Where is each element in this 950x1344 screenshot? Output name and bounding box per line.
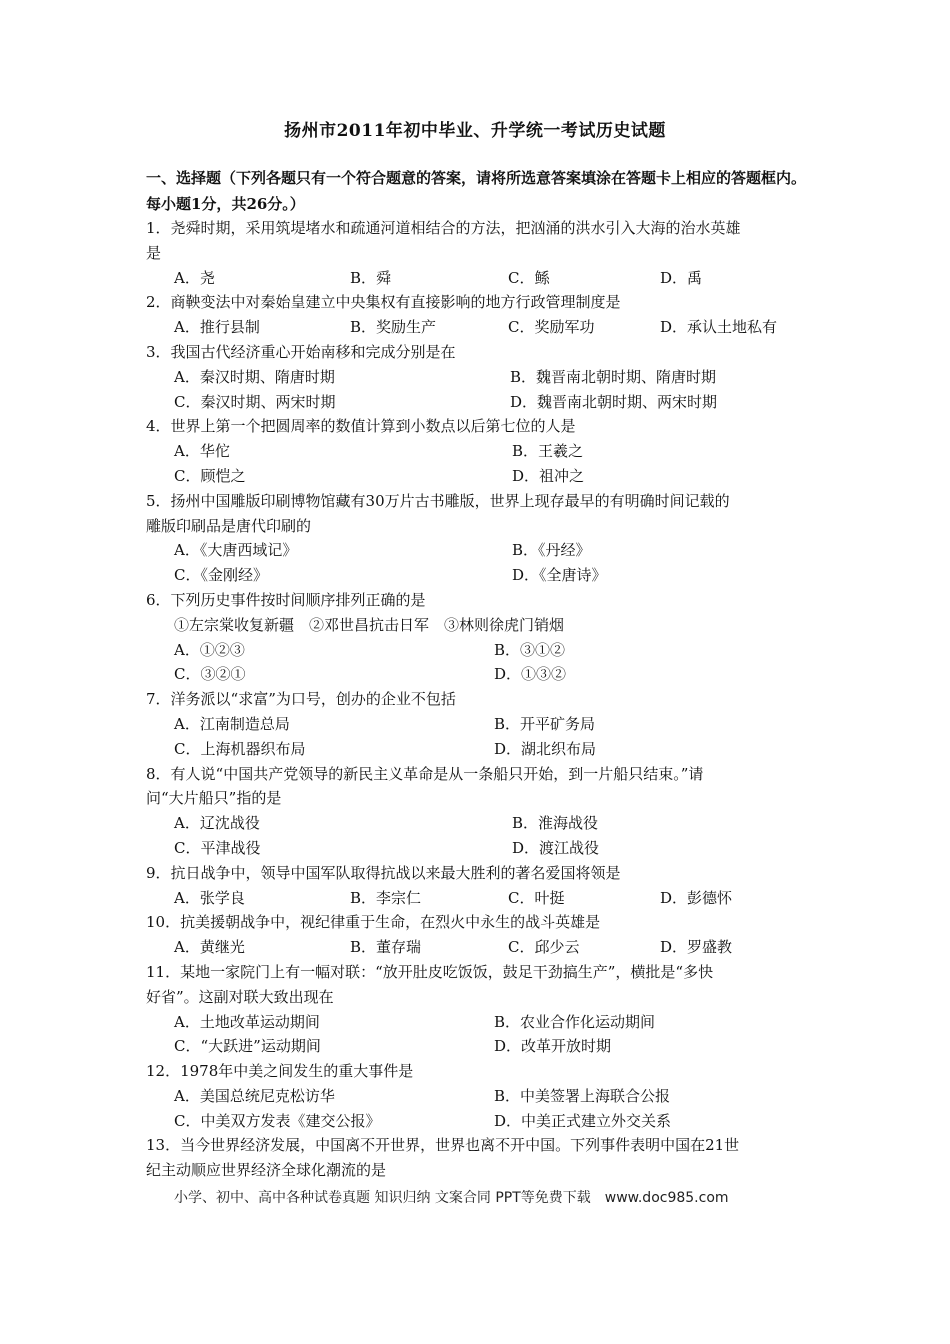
question-stem: 12．1978年中美之间发生的重大事件是 — [146, 1062, 414, 1081]
question-7 — [146, 687, 814, 761]
question-stem: 5．扬州中国雕版印刷博物馆藏有30万片古书雕版，世界上现存最早的有明确时间记载的 — [146, 491, 730, 510]
option-c: C．中美双方发表《建交公报》 — [174, 1111, 381, 1130]
option-a: A．推行县制 — [174, 318, 260, 337]
option-b: B．奖励生产 — [350, 318, 437, 337]
option-b: B．中美签署上海联合公报 — [494, 1086, 671, 1105]
question-12 — [146, 1059, 814, 1133]
question-stem: 13．当今世界经济发展，中国离不开世界，世界也离不开中国。下列事件表明中国在21世 — [146, 1136, 740, 1155]
option-c: C．鲧 — [508, 268, 550, 287]
question-stem-cont: 纪主动顺应世界经济全球化潮流的是 — [146, 1161, 387, 1180]
question-list — [146, 216, 814, 1183]
option-b: B．《丹经》 — [512, 541, 591, 560]
question-5 — [146, 489, 814, 588]
question-stem: 1．尧舜时期，采用筑堤堵水和疏通河道相结合的方法，把汹涌的洪水引入大海的治水英雄 — [146, 219, 741, 237]
option-a: A．张学良 — [174, 888, 245, 907]
option-row — [146, 315, 814, 340]
question-6 — [146, 588, 814, 687]
option-b: B．舜 — [350, 268, 392, 287]
option-row — [146, 811, 814, 836]
option-d: D．渡江战役 — [512, 838, 600, 857]
option-c: C．顾恺之 — [174, 466, 246, 485]
option-row — [146, 1034, 814, 1059]
option-row — [146, 737, 814, 762]
option-a: A．辽沈战役 — [174, 814, 260, 833]
option-c: C．“大跃进”运动期间 — [174, 1037, 321, 1056]
option-d: D．改革开放时期 — [494, 1037, 612, 1056]
question-stem: 4．世界上第一个把圆周率的数值计算到小数点以后第七位的人是 — [146, 417, 576, 436]
question-stem: 3．我国古代经济重心开始南移和完成分别是在 — [146, 342, 456, 361]
option-a: A．黄继光 — [174, 938, 245, 957]
option-d: D．①③② — [494, 665, 567, 684]
option-c: C．奖励军功 — [508, 318, 595, 337]
question-stem-cont: 雕版印刷品是唐代印刷的 — [146, 516, 312, 535]
option-a: A．美国总统尼克松访华 — [174, 1086, 335, 1105]
question-stem: 8．有人说“中国共产党领导的新民主义革命是从一条船只开始，到一片船只结束。”请 — [146, 764, 704, 783]
option-a: A．华佗 — [174, 442, 230, 461]
option-b: B．魏晋南北朝时期、隋唐时期 — [510, 367, 717, 386]
option-b: B．开平矿务局 — [494, 714, 596, 733]
question-3 — [146, 340, 814, 414]
option-row — [146, 390, 814, 415]
option-row — [146, 836, 814, 861]
question-stem-cont: 是 — [146, 243, 162, 262]
question-9 — [146, 861, 814, 911]
option-b: B．李宗仁 — [350, 888, 422, 907]
footer-watermark: 小学、初中、高中各种试卷真题 知识归纳 文案合同 PPT等免费下载 www.doc985.com — [174, 1190, 729, 1206]
option-row — [146, 1010, 814, 1035]
option-row — [146, 266, 814, 291]
option-d: D．承认土地私有 — [660, 318, 778, 337]
option-a: A．江南制造总局 — [174, 714, 290, 733]
question-stem: 9．抗日战争中，领导中国军队取得抗战以来最大胜利的著名爱国将领是 — [146, 863, 621, 882]
option-row — [146, 886, 814, 911]
option-c: C．邱少云 — [508, 938, 580, 957]
option-d: D．禹 — [660, 268, 703, 287]
option-row — [146, 662, 814, 687]
option-a: A．土地改革运动期间 — [174, 1012, 320, 1031]
question-13 — [146, 1133, 814, 1183]
option-c: C．上海机器织布局 — [174, 739, 306, 758]
option-row — [146, 439, 814, 464]
option-b: B．王羲之 — [512, 442, 584, 461]
option-d: D．彭德怀 — [660, 888, 733, 907]
question-11 — [146, 960, 814, 1059]
question-stem-cont: 问“大片船只”指的是 — [146, 789, 282, 808]
option-row — [146, 1084, 814, 1109]
option-d: D．《全唐诗》 — [512, 566, 607, 585]
option-c: C．③②① — [174, 665, 246, 684]
question-stem: 2．商鞅变法中对秦始皇建立中央集权有直接影响的地方行政管理制度是 — [146, 293, 621, 312]
option-a: A．《大唐西域记》 — [174, 541, 298, 560]
option-b: B．淮海战役 — [512, 814, 599, 833]
document-title: 扬州市2011年初中毕业、升学统一考试历史试题 — [284, 121, 666, 141]
option-row — [146, 538, 814, 563]
question-stem: 7．洋务派以“求富”为口号，创办的企业不包括 — [146, 690, 456, 709]
question-stem: 10．抗美援朝战争中，视纪律重于生命，在烈火中永生的战斗英雄是 — [146, 913, 601, 932]
option-row — [146, 712, 814, 737]
option-row — [146, 365, 814, 390]
event-list: ①左宗棠收复新疆 ②邓世昌抗击日军 ③林则徐虎门销烟 — [174, 615, 565, 634]
option-b: B．③①② — [494, 640, 566, 659]
question-10 — [146, 910, 814, 960]
option-row — [146, 935, 814, 960]
question-4 — [146, 414, 814, 488]
option-c: C．平津战役 — [174, 838, 261, 857]
option-row — [146, 464, 814, 489]
question-stem: 11．某地一家院门上有一幅对联：“放开肚皮吃饭饭，鼓足干劲搞生产”，横批是“多快 — [146, 962, 714, 981]
question-1 — [146, 216, 814, 290]
option-d: D．祖冲之 — [512, 466, 585, 485]
question-stem: 6．下列历史事件按时间顺序排列正确的是 — [146, 590, 426, 609]
question-stem-cont: 好省”。这副对联大致出现在 — [146, 987, 334, 1006]
option-row — [146, 638, 814, 663]
question-2 — [146, 290, 814, 340]
option-b: B．董存瑞 — [350, 938, 422, 957]
option-row — [146, 1109, 814, 1134]
question-8 — [146, 762, 814, 861]
option-a: A．秦汉时期、隋唐时期 — [174, 367, 335, 386]
option-d: D．中美正式建立外交关系 — [494, 1111, 672, 1130]
option-d: D．魏晋南北朝时期、两宋时期 — [510, 392, 718, 411]
option-c: C．秦汉时期、两宋时期 — [174, 392, 336, 411]
option-c: C．叶挺 — [508, 888, 565, 907]
option-b: B．农业合作化运动期间 — [494, 1012, 656, 1031]
option-d: D．罗盛教 — [660, 938, 733, 957]
section-heading: 一、选择题（下列各题只有一个符合题意的答案，请将所选意答案填涂在答题卡上相应的答题框内。每小题1分，共26分。） — [146, 169, 807, 213]
option-row — [146, 563, 814, 588]
option-a: A．尧 — [174, 268, 215, 287]
option-c: C．《金刚经》 — [174, 566, 268, 585]
option-d: D．湖北织布局 — [494, 739, 597, 758]
option-a: A．①②③ — [174, 640, 245, 659]
